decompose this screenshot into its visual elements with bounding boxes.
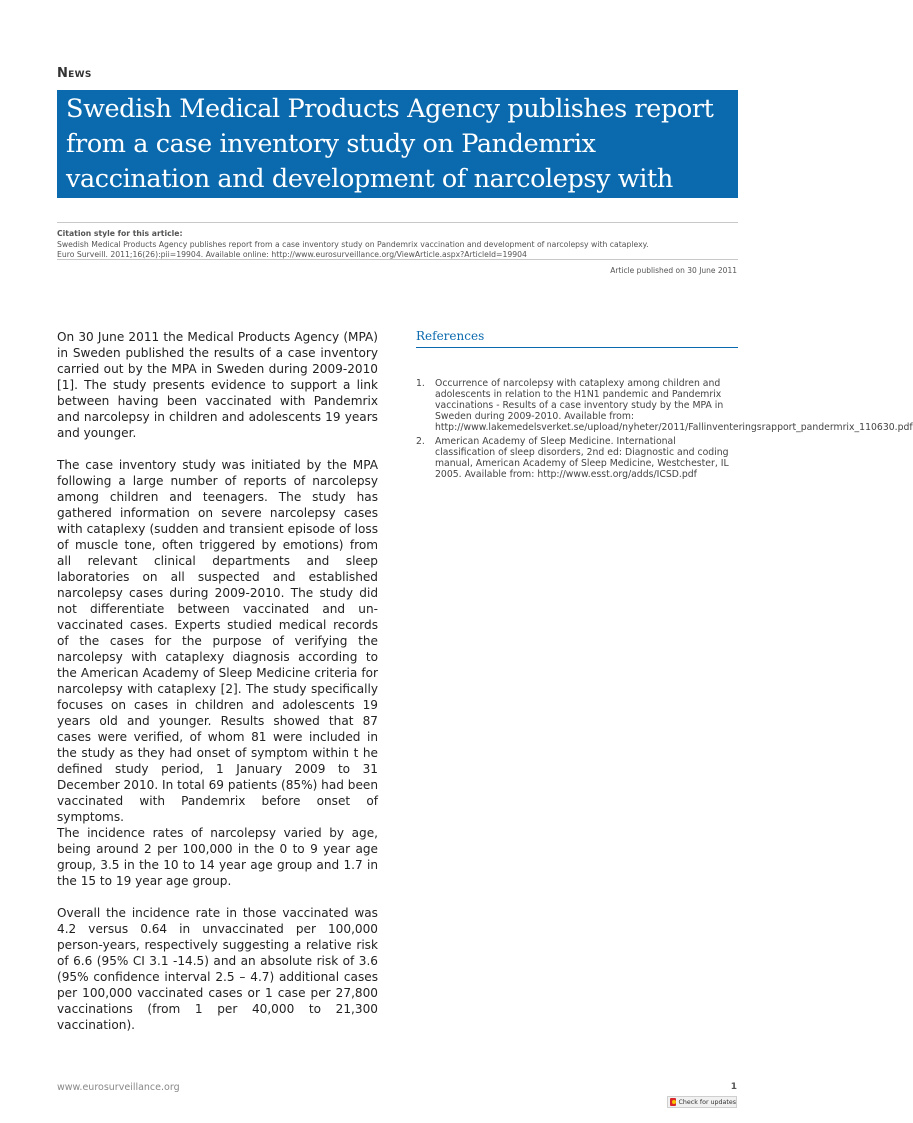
references-section xyxy=(416,329,913,483)
published-date: Article published on 30 June 2011 xyxy=(610,266,737,275)
body-paragraph: The case inventory study was initiated by the MPA following a large number of reports of narcolepsy among children and teenagers. The study has gathered information on severe narcolepsy cases with cataplexy (sudden and transient episode of loss of muscle tone, often triggered by emotions) from all relevant clinical departments and sleep laboratories on all suspected and established narcolepsy cases during 2009-2010. The study did not differentiate between vaccinated and un-vaccinated cases. Experts studied medical records of the cases for the purpose of verifying the narcolepsy with cataplexy diagnosis according to the American Academy of Sleep Medicine criteria for narcolepsy with cataplexy [2]. The study specifically focuses on cases in children and adolescents 19 years old and younger. Results showed that 87 cases were verified, of whom 81 were included in the study as they had onset of symptom within t he defined study period, 1 January 2009 to 31 December 2010. In total 69 patients (85%) had been vaccinated with Pandemrix before onset of symptoms. xyxy=(57,458,378,824)
crossmark-icon xyxy=(670,1098,676,1106)
reference-number: 2. xyxy=(416,436,425,447)
page-number: 1 xyxy=(730,1082,737,1092)
divider xyxy=(57,222,738,223)
footer-site-link[interactable]: www.eurosurveillance.org xyxy=(57,1082,180,1093)
reference-item xyxy=(416,378,913,433)
reference-item xyxy=(416,436,738,480)
check-for-updates-button[interactable] xyxy=(667,1096,737,1108)
reference-text[interactable]: Occurrence of narcolepsy with cataplexy among children and adolescents in relation to the H1N1 pandemic and Pandemrix vaccinations - Results of a case inventory study by the MPA in Sweden during 2009-2010. Available from: http://www.lakemedelsverket.se/upload/nyheter/2011/Fallinventeringsrapport_pandermrix_110630.pdf xyxy=(435,378,913,433)
check-for-updates-label: Check for updates xyxy=(678,1098,736,1106)
section-label: News xyxy=(57,66,92,81)
citation-line-2[interactable]: Euro Surveill. 2011;16(26):pii=19904. Available online: http://www.eurosurveillance.org/ViewArticle.aspx?ArticleId=19904 xyxy=(57,250,527,259)
body-paragraph: On 30 June 2011 the Medical Products Agency (MPA) in Sweden published the results of a case inventory carried out by the MPA in Sweden during 2009-2010 [1]. The study presents evidence to support a link between having been vaccinated with Pandemrix and narcolepsy in children and adolescents 19 years and younger. xyxy=(57,330,378,440)
citation-heading: Citation style for this article: xyxy=(57,229,183,238)
reference-text[interactable]: American Academy of Sleep Medicine. International classification of sleep disorders, 2nd ed: Diagnostic and coding manual, American Academy of Sleep Medicine, Westchester, IL 2005. Available from: http://www.esst.org/adds/ICSD.pdf xyxy=(435,436,729,480)
citation-block xyxy=(57,229,747,261)
body-paragraph: Overall the incidence rate in those vaccinated was 4.2 versus 0.64 in unvaccinated per 100,000 person-years, respectively suggesting a relative risk of 6.6 (95% CI 3.1 -14.5) and an absolute risk of 3.6 (95% confidence interval 2.5 – 4.7) additional cases per 100,000 vaccinated cases or 1 case per 27,800 vaccinations (from 1 per 40,000 to 21,300 vaccination). xyxy=(57,906,378,1032)
reference-number: 1. xyxy=(416,378,425,389)
title-banner xyxy=(57,90,738,229)
references-heading: References xyxy=(416,329,738,348)
divider xyxy=(57,259,738,260)
references-list xyxy=(416,378,913,480)
citation-line-1: Swedish Medical Products Agency publishes report from a case inventory study on Pandemrix vaccination and development of narcolepsy with cataplexy. xyxy=(57,239,649,249)
article-body xyxy=(57,329,378,1049)
article-title: Swedish Medical Products Agency publishes report from a case inventory study on Pandemrix vaccination and development of narcolepsy with cataplexy xyxy=(66,94,714,229)
body-paragraph: The incidence rates of narcolepsy varied by age, being around 2 per 100,000 in the 0 to 9 year age group, 3.5 in the 10 to 14 year age group and 1.7 in the 15 to 19 year age group. xyxy=(57,826,378,888)
